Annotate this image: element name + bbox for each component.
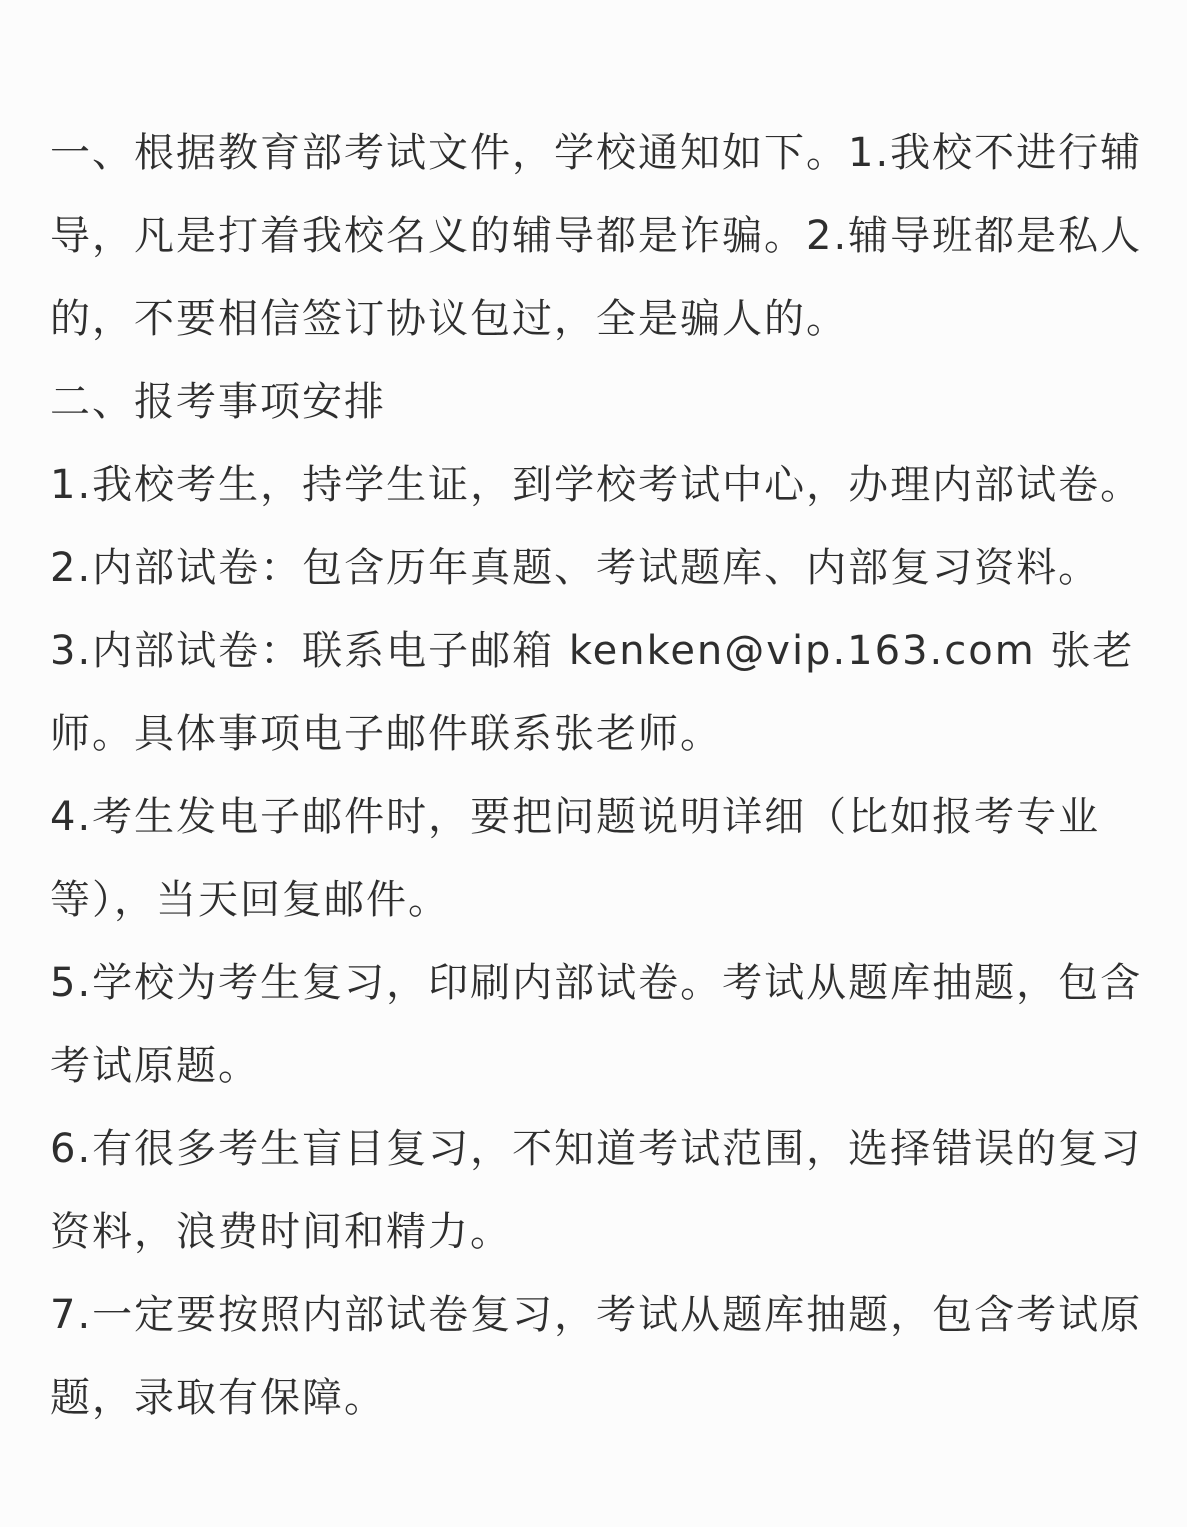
text-line-15: 7.一定要按照内部试卷复习，考试从题库抽题，包含考试原 [50,1292,1143,1338]
text-line-5: 1.我校考生，持学生证，到学校考试中心，办理内部试卷。 [50,462,1143,508]
text-line-4: 二、报考事项安排 [50,379,386,425]
text-line-11: 5.学校为考生复习，印刷内部试卷。考试从题库抽题，包含 [50,960,1143,1006]
text-line-16: 题，录取有保障。 [50,1375,386,1421]
text-line-8: 师。具体事项电子邮件联系张老师。 [50,711,722,757]
text-line-7: 3.内部试卷：联系电子邮箱 kenken@vip.163.com 张老 [50,628,1135,674]
text-line-10: 等），当天回复邮件。 [50,877,450,923]
text-line-1: 一、根据教育部考试文件，学校通知如下。1.我校不进行辅 [50,130,1143,176]
text-line-12: 考试原题。 [50,1043,260,1089]
text-line-3: 的，不要相信签订协议包过，全是骗人的。 [50,296,848,342]
text-line-9: 4.考生发电子邮件时，要把问题说明详细（比如报考专业 [50,794,1101,840]
text-line-13: 6.有很多考生盲目复习，不知道考试范围，选择错误的复习 [50,1126,1143,1172]
notice-text-block [50,112,1145,1440]
text-line-2: 导，凡是打着我校名义的辅导都是诈骗。2.辅导班都是私人 [50,213,1143,259]
text-line-6: 2.内部试卷：包含历年真题、考试题库、内部复习资料。 [50,545,1101,591]
text-line-14: 资料，浪费时间和精力。 [50,1209,512,1255]
